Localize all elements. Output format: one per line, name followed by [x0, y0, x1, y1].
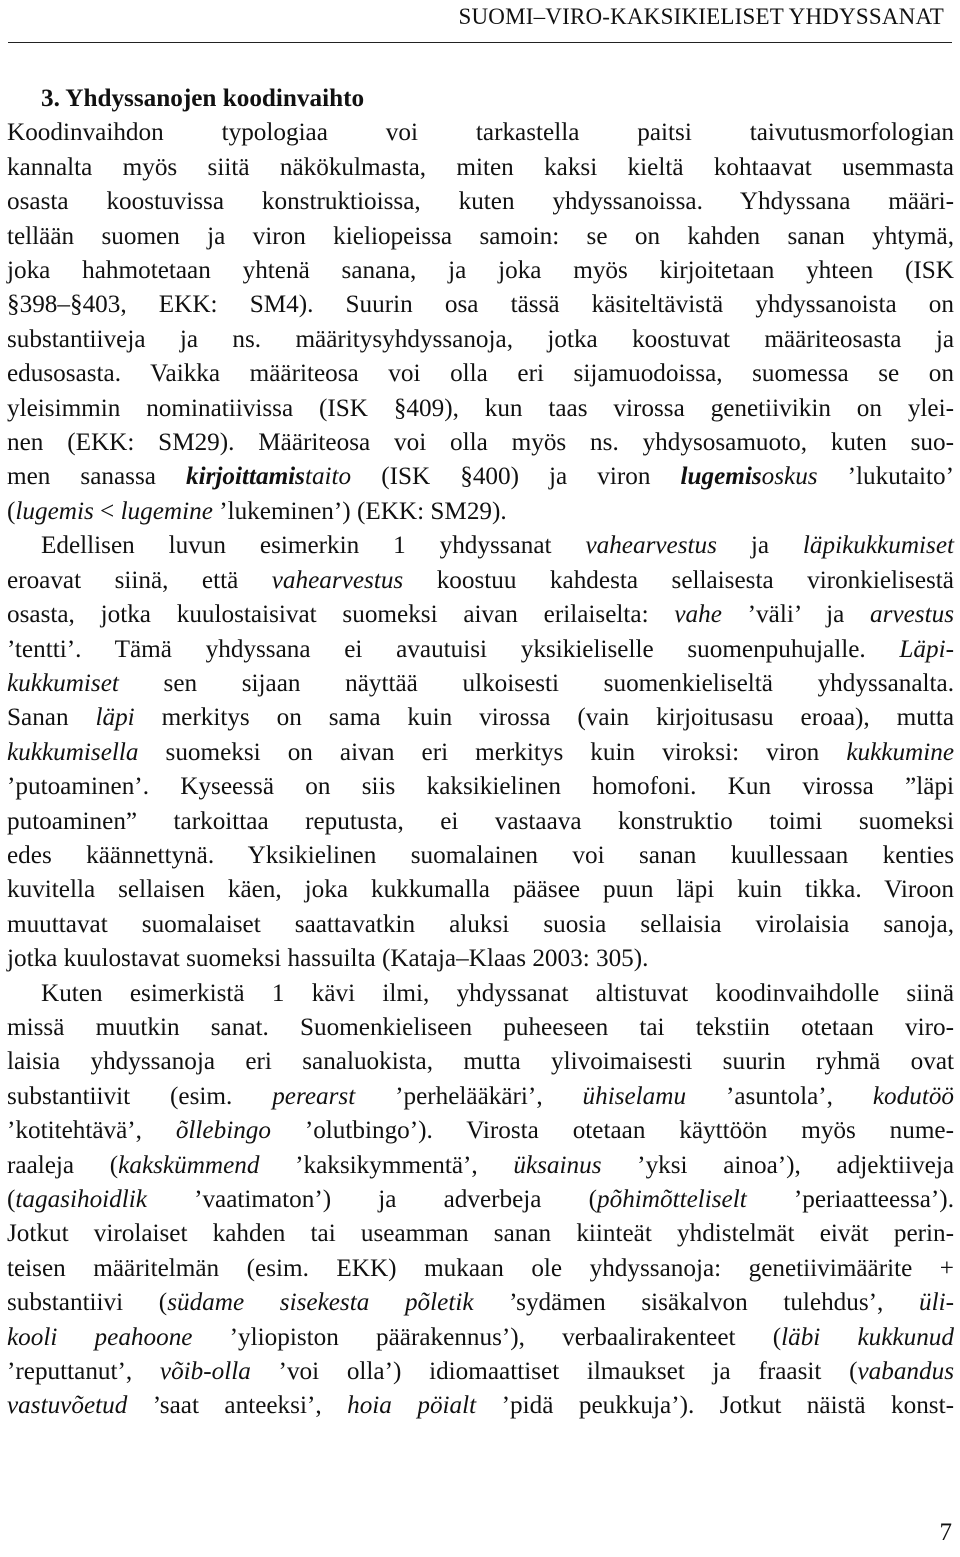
text-run: ’yksi ainoa’), adjektiiveja — [601, 1151, 955, 1179]
text-run: ’kotitehtävä’, — [7, 1117, 176, 1145]
term-italic: läpikukkumiset — [802, 532, 954, 560]
term-italic: üli- — [919, 1289, 954, 1317]
text-line: ’putoaminen’. Kyseessä on siis kaksikielinen homofoni. Kun virossa ”läpi — [7, 773, 954, 801]
text-run: koostuu kahdesta sellaisesta vironkielisestä — [403, 566, 954, 594]
term-italic: Läpi- — [899, 635, 954, 663]
term-italic: üksainus — [513, 1151, 602, 1179]
term-italic: kooli peahoone — [7, 1323, 193, 1351]
text-line: putoaminen” tarkoittaa reputusta, ei vastaava konstruktio toimi suomeksi — [7, 807, 954, 835]
term-italic: kukkumiset — [7, 669, 119, 697]
text-run: ( — [7, 497, 16, 525]
text-run: ’yliopiston päärakennus’), verbaalirakenteet ( — [192, 1323, 782, 1351]
term-italic: ühiselamu — [582, 1082, 687, 1110]
text-run: ’tentti’. Tämä yhdyssana ei avautuisi yksikieliselle suomenpuhujalle. — [7, 635, 900, 663]
text-run: < — [93, 497, 121, 525]
text-run: Sanan — [7, 704, 96, 732]
text-run: ’väli’ ja — [721, 601, 871, 629]
running-header — [458, 4, 944, 30]
term-italic: vahe — [674, 601, 722, 629]
text-run: ’perhelääkäri’, — [355, 1082, 583, 1110]
text-run: ’lukeminen’) (EKK: SM29). — [212, 497, 507, 525]
term-italic: kodutöö — [872, 1082, 955, 1110]
text-line — [7, 495, 954, 529]
term-italic: vabandus — [857, 1358, 955, 1386]
text-line: substantiiveja ja ns. määritysyhdyssanoja, jotka koostuvat määriteosasta ja — [7, 325, 954, 353]
text-run: men sanassa — [7, 463, 186, 491]
term-italic: lugemine — [120, 497, 213, 525]
text-line — [7, 667, 954, 701]
term-italic: vahearvestus — [585, 532, 717, 560]
text-line: Koodinvaihdon typologiaa voi tarkastella paitsi taivutusmorfologian — [7, 119, 954, 147]
text-line — [7, 529, 954, 563]
term-italic: vastuvõetud — [7, 1392, 128, 1420]
text-line: muuttavat suomalaiset saattavatkin aluksi suosia sellaisia virolaisia sanoja, — [7, 910, 954, 938]
text-run: ja — [716, 532, 803, 560]
text-line: yleisimmin nominatiivissa (ISK §409), kun taas virossa genetiivikin on ylei- — [7, 394, 954, 422]
paragraph-3 — [7, 977, 954, 1424]
text-line: kuvitella sellaisen käen, joka kukkumalla pääsee puun läpi kuin tikka. Viroon — [7, 876, 954, 904]
text-run: substantiivi ( — [7, 1289, 168, 1317]
text-run: sen sijaan näyttää ulkoisesti suomenkieliseltä yhdyssanalta. — [118, 669, 954, 697]
body-text — [7, 82, 954, 1424]
text-run: substantiivit (esim. — [7, 1082, 273, 1110]
text-run: suomeksi on aivan eri merkitys kuin viroksi: viron — [138, 738, 847, 766]
paragraph-2 — [7, 529, 954, 976]
text-line — [7, 598, 954, 632]
text-line: Jotkut virolaiset kahden tai useamman sanan kiinteät yhdistelmät eivät perin- — [7, 1220, 954, 1248]
term-italic: lugemis — [15, 497, 94, 525]
text-run: ’saat anteeksi’, — [127, 1392, 348, 1420]
text-line: laisia yhdyssanoja eri sanaluokista, mutta ylivoimaisesti suurin ryhmä ovat — [7, 1048, 954, 1076]
text-line — [7, 1080, 954, 1114]
term-italic: läbi kukkunud — [781, 1323, 954, 1351]
term-italic: arvestus — [870, 601, 954, 629]
text-run: ’kaksikymmentä’, — [259, 1151, 514, 1179]
text-run: raaleja ( — [7, 1151, 119, 1179]
section-title: 3. Yhdyssanojen koodinvaihto — [41, 85, 365, 112]
term-bold: lugemis — [680, 463, 762, 491]
text-line: jotka kuulostavat suomeksi hassuilta (Kataja–Klaas 2003: 305). — [7, 945, 649, 973]
text-run: ’voi olla’) idiomaattiset ilmaukset ja fraasit ( — [250, 1358, 858, 1386]
term-italic: vahearvestus — [271, 566, 404, 594]
header-rule — [8, 42, 952, 43]
text-line: kannalta myös siitä näkökulmasta, miten kaksi kieltä kohtaavat usemmasta — [7, 153, 954, 181]
text-run: (ISK §400) ja viron — [351, 463, 681, 491]
text-run: ’lukutaito’ — [817, 463, 954, 491]
term-italic: õllebingo — [175, 1117, 271, 1145]
text-line: nen (EKK: SM29). Määriteosa voi olla myös ns. yhdysosamuoto, kuten suo- — [7, 429, 954, 457]
text-line — [7, 1286, 954, 1320]
text-run: Edellisen luvun esimerkin 1 yhdyssanat — [41, 532, 586, 560]
text-line: edes käännettynä. Yksikielinen suomalainen voi sanan kuullessaan kenties — [7, 841, 954, 869]
paragraph-1 — [7, 116, 954, 529]
text-run: ’pidä peukkuja’). Jotkut näistä konst- — [476, 1392, 954, 1420]
term-italic: läpi — [95, 704, 135, 732]
text-line — [7, 1321, 954, 1355]
text-line: tellään suomen ja viron kieliopeissa samoin: se on kahden sanan yhtymä, — [7, 222, 954, 250]
text-run: eroavat siinä, että — [7, 566, 272, 594]
term-italic: hoia pöialt — [347, 1392, 477, 1420]
text-line — [7, 1355, 954, 1389]
term-italic: kukkumisella — [7, 738, 139, 766]
term-italic: taito — [304, 463, 352, 491]
text-run: ’periaatteessa’). — [746, 1186, 954, 1213]
text-line — [7, 1183, 954, 1217]
term-italic: südame sisekesta põletik — [167, 1289, 474, 1317]
text-line: missä muutkin sanat. Suomenkieliseen puheeseen tai tekstiin otetaan viro- — [7, 1013, 954, 1041]
term-bold: kirjoittamis — [186, 463, 305, 491]
text-run: ’vaatimaton’) ja adverbeja ( — [146, 1186, 598, 1213]
text-run: ’sydämen sisäkalvon tulehdus’, — [473, 1289, 920, 1317]
text-line: osasta koostuvissa konstruktioissa, kuten yhdyssanoissa. Yhdyssana määri- — [7, 188, 954, 216]
text-line — [7, 564, 954, 598]
text-line: edusosasta. Vaikka määriteosa voi olla eri sijamuodoissa, suomessa se on — [7, 360, 954, 388]
text-run: merkitys on sama kuin virossa (vain kirjoitusasu eroaa), mutta — [134, 704, 955, 732]
text-line — [7, 1389, 954, 1423]
term-italic: põhimõtteliselt — [597, 1186, 747, 1213]
running-title: SUOMI–VIRO-KAKSIKIELISET YHDYSSANAT — [458, 4, 944, 29]
term-italic: perearst — [272, 1082, 356, 1110]
text-run: ( — [7, 1186, 16, 1213]
text-line: §398–§403, EKK: SM4). Suurin osa tässä käsiteltävistä yhdyssanoista on — [7, 291, 954, 319]
text-line: teisen määritelmän (esim. EKK) mukaan ole yhdyssanoja: genetiivimäärite + — [7, 1254, 954, 1282]
text-line — [7, 1149, 954, 1183]
text-run: ’asuntola’, — [686, 1082, 873, 1110]
text-line — [7, 701, 954, 735]
text-line: joka hahmotetaan yhtenä sanana, ja joka myös kirjoitetaan yhteen (ISK — [7, 257, 954, 285]
text-line — [7, 460, 954, 494]
text-run: ’reputtanut’, — [7, 1358, 160, 1386]
text-run: ’olutbingo’). Virosta otetaan käyttöön myös nume- — [270, 1117, 954, 1145]
term-italic: kakskümmend — [118, 1151, 260, 1179]
text-line — [7, 633, 954, 667]
text-line — [7, 736, 954, 770]
term-italic: oskus — [761, 463, 818, 491]
text-line: Kuten esimerkistä 1 kävi ilmi, yhdyssanat altistuvat koodinvaihdolle siinä — [41, 979, 954, 1007]
term-italic: võib-olla — [159, 1358, 251, 1386]
term-italic: kukkumine — [846, 738, 954, 766]
text-run: osasta, jotka kuulostaisivat suomeksi aivan erilaiselta: — [7, 601, 675, 629]
text-line — [7, 1114, 954, 1148]
page-number: 7 — [939, 1519, 952, 1546]
term-italic: tagasihoidlik — [15, 1186, 147, 1213]
